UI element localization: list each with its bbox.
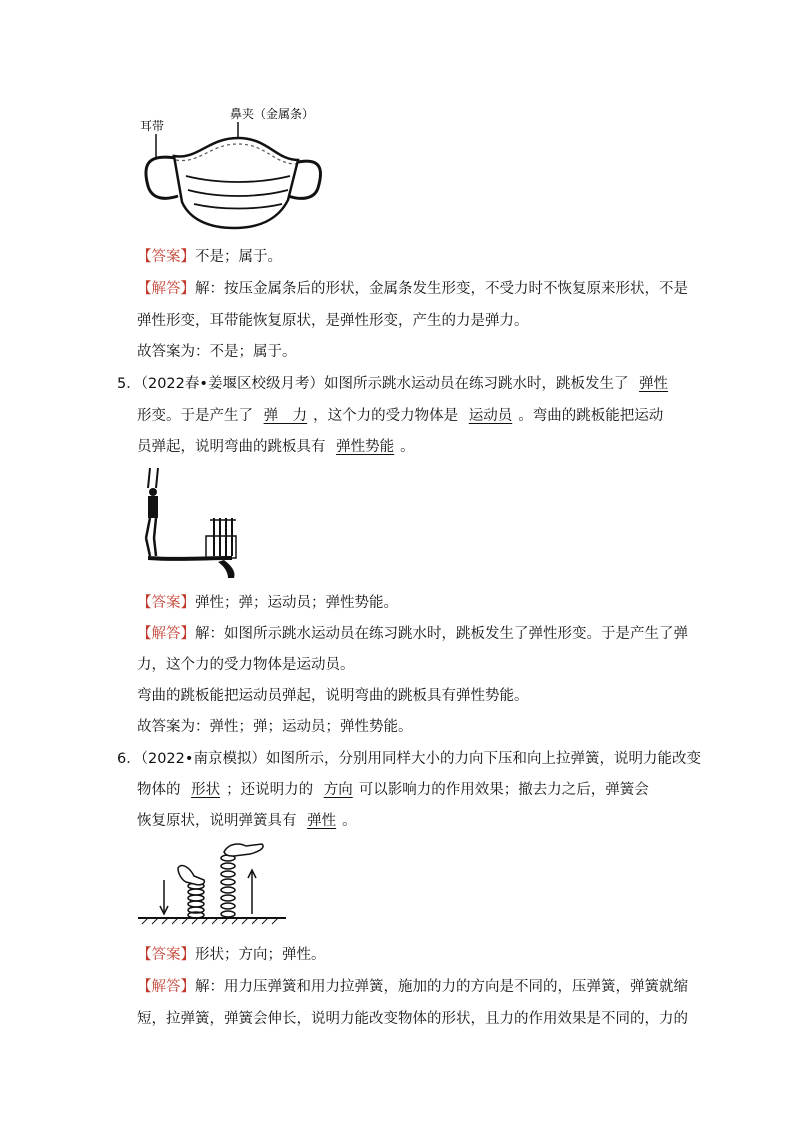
q5-stem-e: 员弹起，说明弯曲的跳板具有 [137,439,326,455]
q4-analysis-text1: 解：按压金属条后的形状，金属条发生形变，不受力时不恢复原来形状，不是 [195,281,688,297]
q6-source: （2022•南京模拟） [140,751,266,767]
nose-clip-label: 鼻夹（金属条） [230,107,315,121]
q4-answer-line [137,247,282,267]
q5-answer: 弹性；弹；运动员；弹性势能。 [195,595,398,611]
q5-answer-line [137,593,398,613]
q6-answer-tag: 【答案】 [137,947,195,963]
q5-stem-line3 [137,437,415,457]
q5-stem-d: 。弯曲的跳板能把运动 [518,408,664,424]
q5-stem-b: 形变。于是产生了 [137,408,253,424]
q6-stem-f: 。 [342,813,357,829]
q6-analysis-line1 [137,977,688,997]
q4-analysis-line1 [137,279,688,299]
mask-figure [138,104,328,234]
q5-answer-tag: 【答案】 [137,595,195,611]
q4-analysis-line2: 弹性形变，耳带能恢复原状，是弹性形变，产生的力是弹力。 [137,313,529,329]
q6-stem-c: ；还说明力的 [226,782,314,798]
q5-analysis-line2: 力，这个力的受力物体是运动员。 [137,657,355,673]
q6-stem-line2 [137,780,649,800]
q5-stem-a: 如图所示跳水运动员在练习跳水时，跳板发生了 [323,376,629,392]
q6-blank1: 形状 [191,782,221,798]
q5-stem-f: 。 [400,439,415,455]
q5-stem-c: ，这个力的受力物体是 [313,408,459,424]
q5-source: （2022春•姜堰区校级月考） [140,376,324,392]
q5-blank1: 弹性 [639,376,669,392]
diver-figure [136,466,246,582]
q6-stem-line3 [137,811,357,831]
q6-stem-a: 如图所示，分别用同样大小的力向下压和向上拉弹簧，说明力能改变 [265,751,701,767]
q6-number: 6． [117,751,141,767]
q6-blank3: 弹性 [307,813,337,829]
q6-stem-d: 可以影响力的作用效果；撤去力之后，弹簧会 [358,782,649,798]
q5-analysis-line1 [137,624,688,644]
q6-analysis-line2: 短，拉弹簧，弹簧会伸长，说明力能改变物体的形状，且力的作用效果是不同的，力的 [137,1011,688,1027]
q5-stem-line2 [137,406,663,426]
q4-final-answer: 故答案为：不是；属于。 [137,344,297,360]
ear-strap-label: 耳带 [140,119,165,133]
q5-blank4: 弹性势能 [336,439,395,455]
q5-analysis-text1: 解：如图所示跳水运动员在练习跳水时，跳板发生了弹性形变。于是产生了弹 [195,626,688,642]
q6-analysis-text1: 解：用力压弹簧和用力拉弹簧，施加的力的方向是不同的，压弹簧，弹簧就缩 [195,979,688,995]
q6-stem-b: 物体的 [137,782,181,798]
springs-figure [138,838,288,928]
q6-stem-e: 恢复原状，说明弹簧具有 [137,813,297,829]
q5-analysis-line3: 弯曲的跳板能把运动员弹起，说明弯曲的跳板具有弹性势能。 [137,688,529,704]
q5-number: 5． [117,376,141,392]
q6-answer: 形状；方向；弹性。 [195,947,326,963]
q4-answer: 不是；属于。 [195,249,282,265]
q6-analysis-tag: 【解答】 [137,979,195,995]
q4-analysis-tag: 【解答】 [137,281,195,297]
q4-answer-tag: 【答案】 [137,249,195,265]
q5-final-answer: 故答案为：弹性；弹；运动员；弹性势能。 [137,719,413,735]
q5-blank3: 运动员 [468,408,513,424]
q5-blank2: 弹 力 [263,408,308,424]
q6-blank2: 方向 [323,782,353,798]
q6-answer-line [137,945,326,965]
q6-stem-line1 [117,749,701,769]
q5-stem-line1 [117,374,674,394]
q5-analysis-tag: 【解答】 [137,626,195,642]
